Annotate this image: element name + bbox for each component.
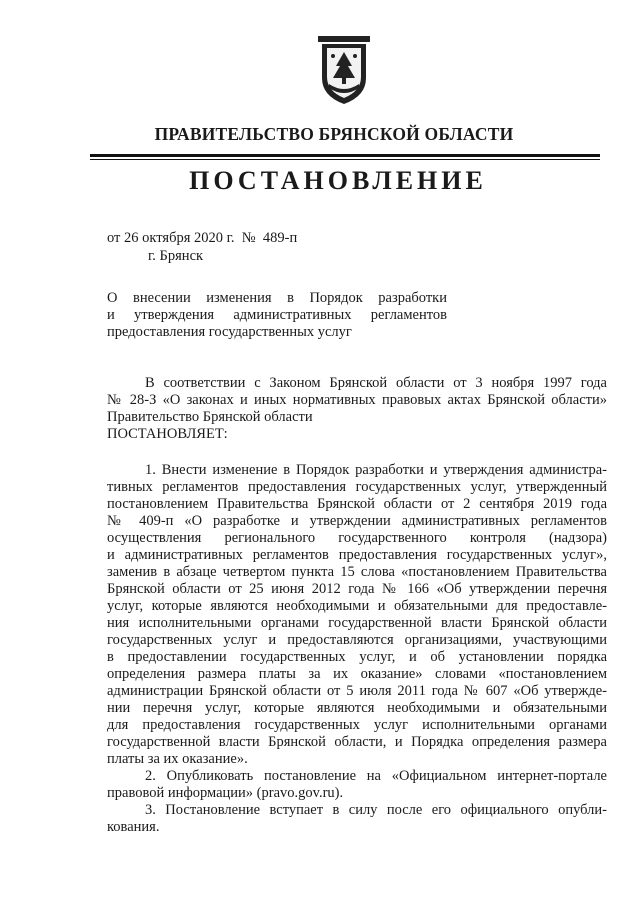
header-rule-thick [90,154,600,157]
item-line: постановлением Правительства Брянской области от 2 сентября 2019 года [107,496,607,512]
decree-items [107,462,607,836]
item-line: определения размера платы за их оказание» словами «постановлением [107,666,607,682]
subject-line: предоставления государственных услуг [107,324,352,340]
decree-word: ПОСТАНОВЛЯЕТ: [107,426,228,442]
basis-line: № 28-З «О законах и иных нормативных правовых актах Брянской области» [107,392,607,408]
item-3 [107,802,607,836]
item-line: государственных услуг и предоставляются организациями, участвующими [107,632,607,648]
item-line: тивных регламентов предоставления государственных услуг, утвержденный [107,479,607,495]
document-type-title: ПОСТАНОВЛЕНИЕ [189,166,487,195]
item-line: в предоставлении государственных услуг, и об установлении порядка [107,649,607,665]
item-line: осуществления регионального государственного контроля (надзора) [107,530,607,546]
item-line: ния исполнительными органами государственной власти Брянской области [107,615,607,631]
item-line: администрации Брянской области от 5 июля 2011 года № 607 «Об утвержде- [107,683,607,699]
basis-line: Правительство Брянской области [107,409,313,425]
coat-of-arms-emblem [316,36,372,106]
item-line: заменив в абзаце четвертом пункта 15 слова «постановлением Правительства [107,564,607,580]
subject-line: О внесении изменения в Порядок разработки [107,290,447,306]
item-2 [107,768,607,802]
item-line: нии перечня услуг, которые являются необходимыми и обязательными [107,700,607,716]
document-subject [107,290,447,341]
organization-title: ПРАВИТЕЛЬСТВО БРЯНСКОЙ ОБЛАСТИ [154,124,514,144]
item-line: кования. [107,819,160,835]
item-line: для предоставления государственных услуг исполнительными органами [107,717,607,733]
item-line: № 409-п «О разработке и утверждении административных регламентов [107,513,607,529]
basis-line: В соответствии с Законом Брянской области от 3 ноября 1997 года [145,375,607,391]
item-line: платы за их оказание». [107,751,248,767]
item-line: 1. Внести изменение в Порядок разработки и утверждения администра- [145,462,607,478]
legal-basis-paragraph [107,375,607,426]
item-line: государственной власти Брянской области, и Порядка определения размера [107,734,607,750]
item-line: 2. Опубликовать постановление на «Официальном интернет-портале [145,768,607,784]
city: г. Брянск [148,248,204,264]
item-line: услуг, которые являются необходимыми и обязательными для предоставле- [107,598,607,614]
subject-line: и утверждения административных регламентов [107,307,447,323]
item-line: 3. Постановление вступает в силу после его официального опубли- [145,802,607,818]
item-line: и административных регламентов предоставления государственных услуг», [107,547,607,563]
item-1 [107,462,607,768]
item-line: правовой информации» (pravo.gov.ru). [107,785,344,801]
date-and-number: от 26 октября 2020 г. № 489-п [107,230,298,246]
item-line: Брянской области от 25 июня 2012 года № 166 «Об утверждении перечня [107,581,607,597]
header-rule-thin [90,159,600,160]
